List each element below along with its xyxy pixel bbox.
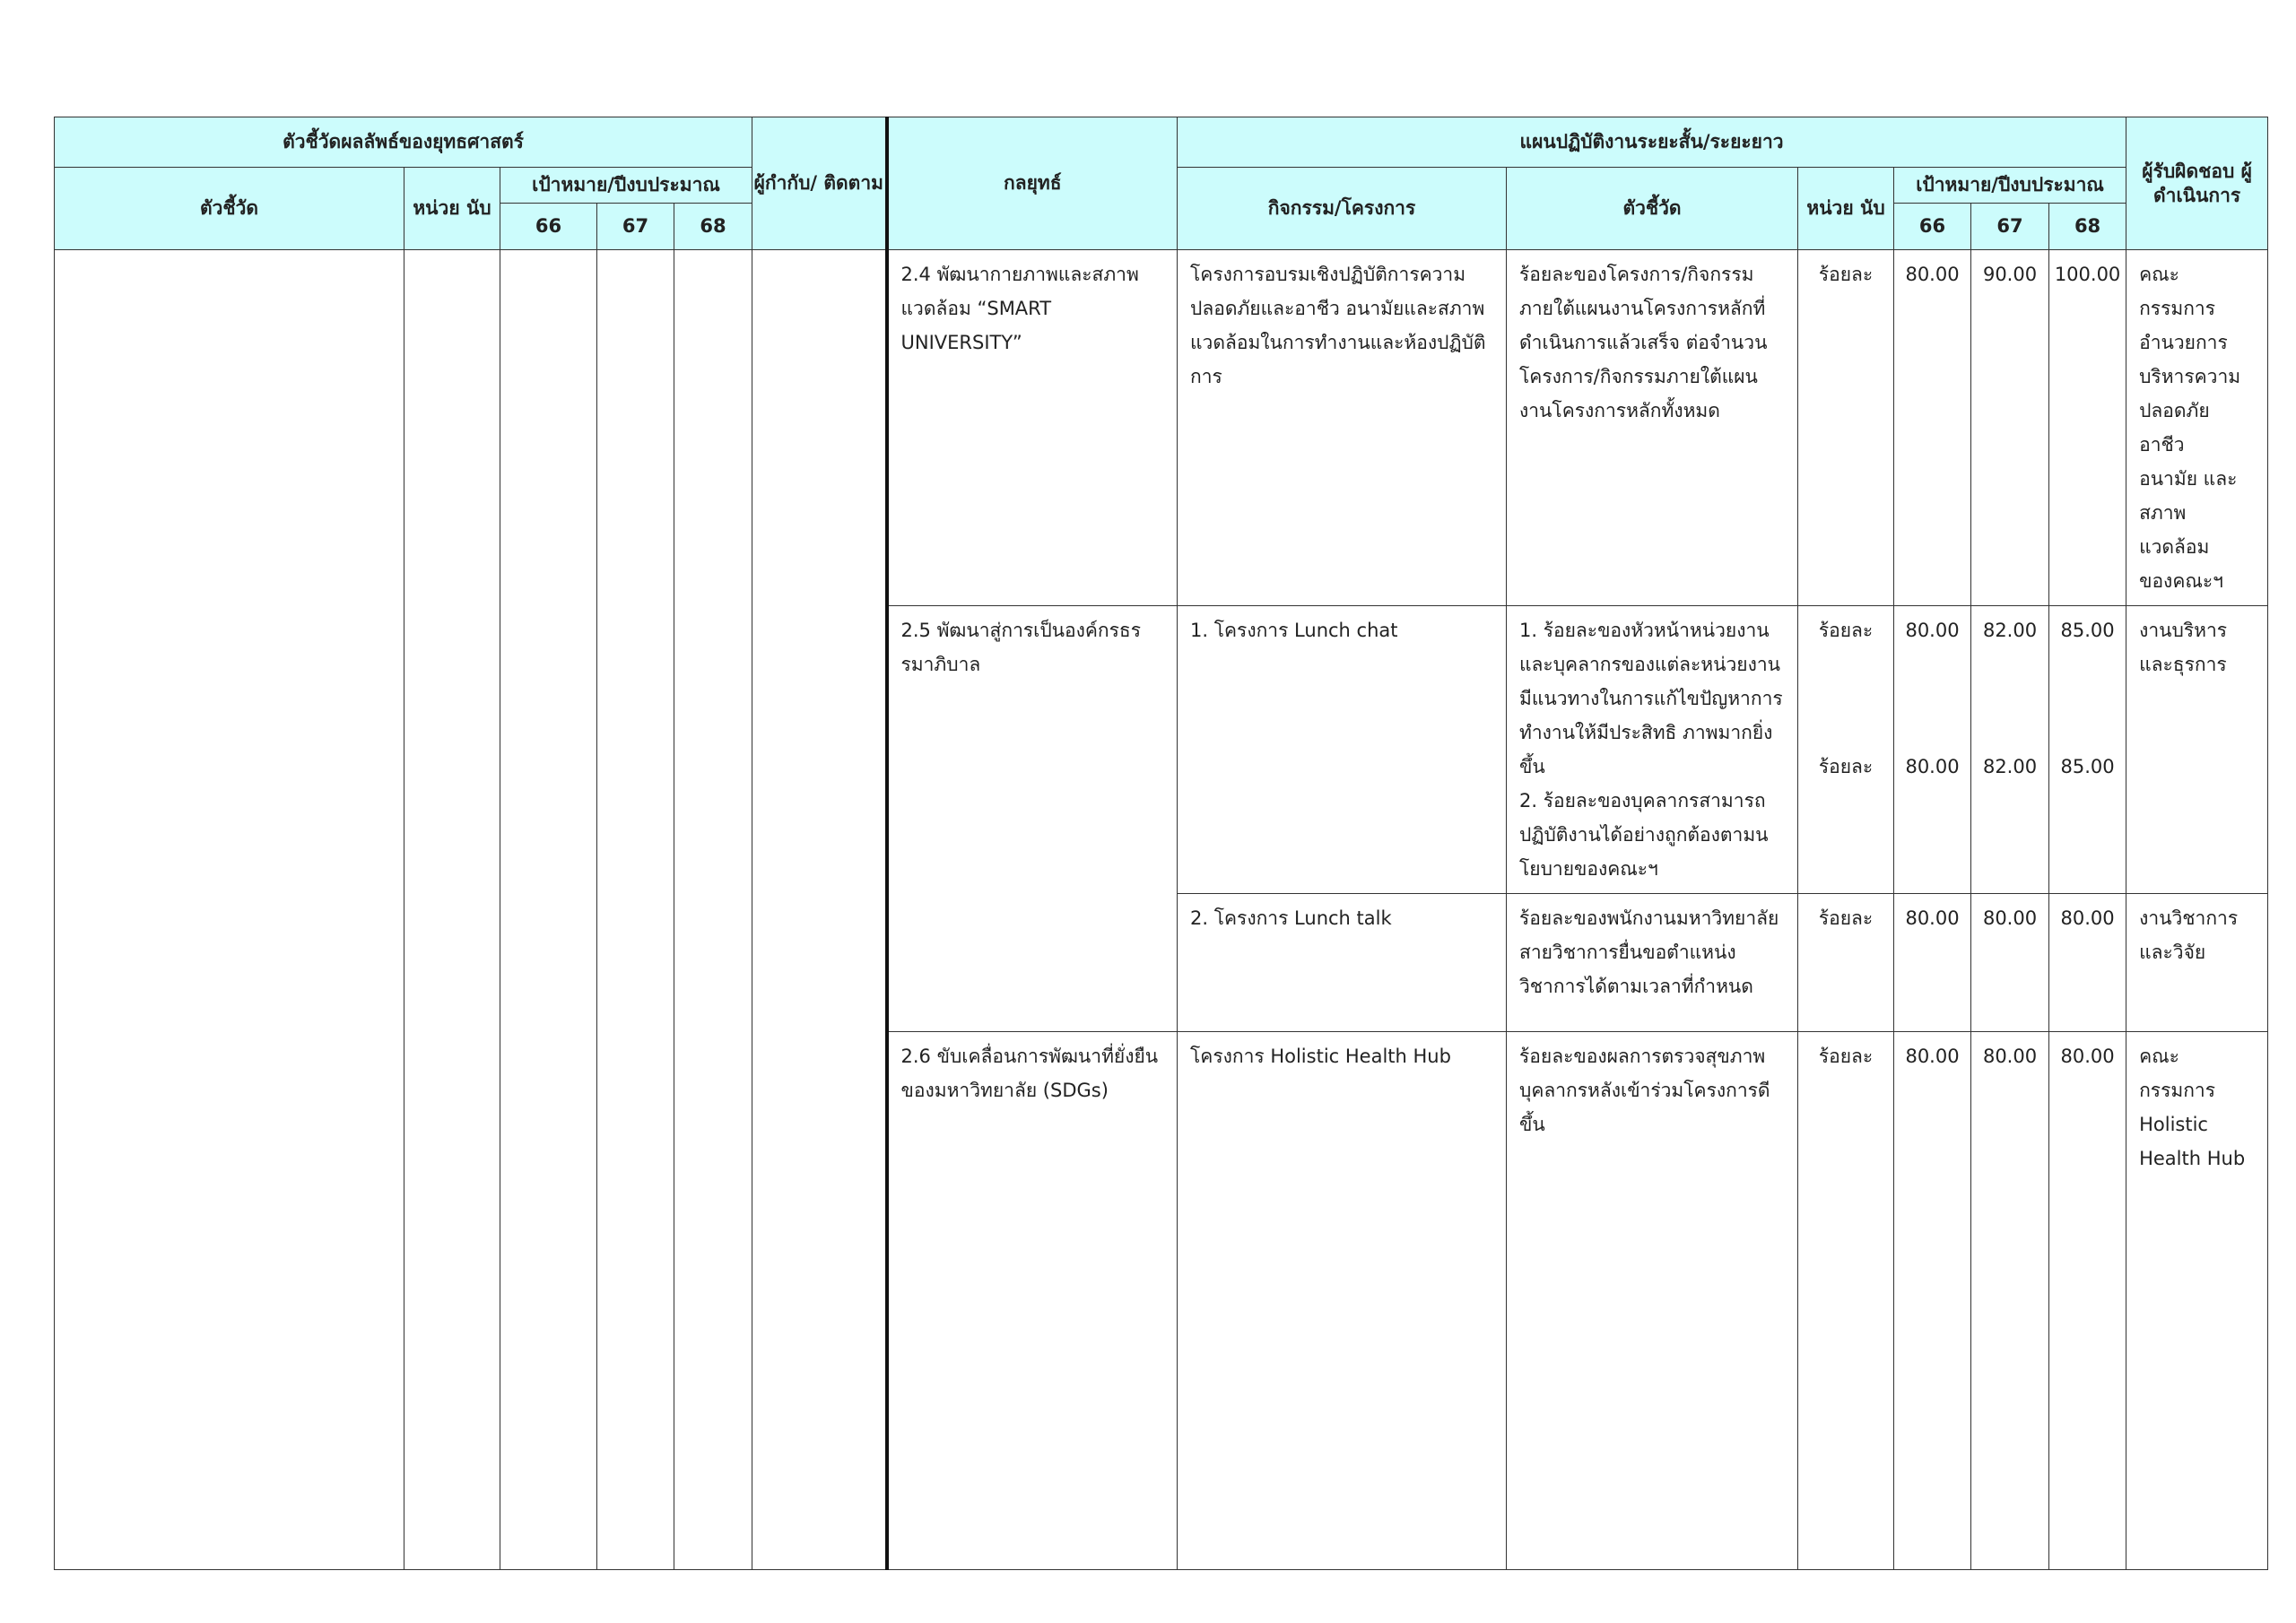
plan-unit-cell [1798, 606, 1894, 894]
plan-indicator-cell: ร้อยละของผลการตรวจสุขภาพบุคลากรหลังเข้าร่วมโครงการดีขึ้น [1507, 1032, 1798, 1570]
header-year-67: 67 [597, 204, 674, 250]
responsible-cell: คณะกรรมการ อำนวยการ บริหารความ ปลอดภัยอาชีว อนามัย และ สภาพแวดล้อม ของคณะฯ [2126, 250, 2268, 606]
plan-unit-cell: ร้อยละ [1798, 1032, 1894, 1570]
activity-cell: 1. โครงการ Lunch chat [1178, 606, 1507, 894]
strategy-cell: 2.5 พัฒนาสู่การเป็นองค์กรธรรมาภิบาล [887, 606, 1178, 1032]
target-68-cell [2049, 606, 2126, 894]
header-target-budget: เป้าหมาย/ปีงบประมาณ [500, 168, 752, 204]
plan-unit-cell: ร้อยละ [1798, 250, 1894, 606]
responsible-cell: งานวิชาการ และวิจัย [2126, 894, 2268, 1032]
target-value: 80.00 [1905, 756, 1960, 777]
strategy-cell: 2.6 ขับเคลื่อนการพัฒนาที่ยั่งยืนของมหาวิทยาลัย (SDGs) [887, 1032, 1178, 1570]
responsible-cell: งานบริหาร และธุรการ [2126, 606, 2268, 894]
activity-cell: 2. โครงการ Lunch talk [1178, 894, 1507, 1032]
header-plan-group: แผนปฏิบัติงานระยะสั้น/ระยะยาว [1178, 117, 2126, 168]
target-67-cell: 80.00 [1971, 894, 2049, 1032]
plan-indicator-item: 2. ร้อยละของบุคลากรสามารถปฏิบัติงานได้อย่างถูกต้องตามนโยบายของคณะฯ [1519, 790, 1769, 880]
activity-cell: โครงการ Holistic Health Hub [1178, 1032, 1507, 1570]
header-plan-year-68: 68 [2049, 204, 2126, 250]
strategy-plan-table [54, 117, 2268, 1570]
header-year-68: 68 [674, 204, 752, 250]
header-plan-year-66: 66 [1894, 204, 1971, 250]
plan-unit-cell: ร้อยละ [1798, 894, 1894, 1032]
header-plan-unit: หน่วย นับ [1798, 168, 1894, 250]
year-67-cell-empty [597, 250, 674, 1570]
target-66-cell: 80.00 [1894, 894, 1971, 1032]
plan-unit-value: ร้อยละ [1818, 620, 1874, 641]
plan-indicator-cell: ร้อยละของพนักงานมหาวิทยาลัยสายวิชาการยื่นขอตำแหน่งวิชาการได้ตามเวลาที่กำหนด [1507, 894, 1798, 1032]
target-67-cell: 90.00 [1971, 250, 2049, 606]
plan-indicator-cell [1507, 606, 1798, 894]
unit-cell-empty [404, 250, 500, 1570]
header-plan-indicator: ตัวชี้วัด [1507, 168, 1798, 250]
header-plan-year-67: 67 [1971, 204, 2049, 250]
header-left-group: ตัวชี้วัดผลลัพธ์ของยุทธศาสตร์ [55, 117, 752, 168]
target-68-cell: 80.00 [2049, 1032, 2126, 1570]
strategy-plan-table-sheet [54, 117, 2267, 1481]
header-responsible: ผู้รับผิดชอบ ผู้ดำเนินการ [2126, 117, 2268, 250]
strategy-cell: 2.4 พัฒนากายภาพและสภาพแวดล้อม “SMART UNIVERSITY” [887, 250, 1178, 606]
target-66-cell: 80.00 [1894, 250, 1971, 606]
header-supervisor: ผู้กำกับ/ ติดตาม [752, 117, 887, 250]
activity-cell: โครงการอบรมเชิงปฏิบัติการความปลอดภัยและอาชีว อนามัยและสภาพแวดล้อมในการทำงานและห้องปฏิบัติการ [1178, 250, 1507, 606]
header-plan-target-budget: เป้าหมาย/ปีงบประมาณ [1894, 168, 2126, 204]
table-row [55, 250, 2268, 606]
header-unit: หน่วย นับ [404, 168, 500, 250]
plan-indicator-item: 1. ร้อยละของหัวหน้าหน่วยงาน และบุคลากรของแต่ละหน่วยงาน มีแนวทางในการแก้ไขปัญหาการทำงานให้มีประสิทธิ ภาพมากยิ่งขึ้น [1519, 620, 1783, 777]
plan-indicator-cell: ร้อยละของโครงการ/กิจกรรมภายใต้แผนงานโครงการหลักที่ดำเนินการแล้วเสร็จ ต่อจำนวนโครงการ/กิจกรรมภายใต้แผนงานโครงการหลักทั้งหมด [1507, 250, 1798, 606]
responsible-cell: คณะกรรมการ Holistic Health Hub [2126, 1032, 2268, 1570]
target-value: 82.00 [1982, 620, 2038, 641]
header-activity: กิจกรรม/โครงการ [1178, 168, 1507, 250]
target-value: 85.00 [2060, 620, 2115, 641]
year-66-cell-empty [500, 250, 597, 1570]
plan-unit-value: ร้อยละ [1818, 756, 1874, 777]
target-68-cell: 80.00 [2049, 894, 2126, 1032]
header-year-66: 66 [500, 204, 597, 250]
target-value: 85.00 [2060, 756, 2115, 777]
indicator-cell-empty [55, 250, 404, 1570]
target-67-cell: 80.00 [1971, 1032, 2049, 1570]
target-66-cell: 80.00 [1894, 1032, 1971, 1570]
target-68-cell: 100.00 [2049, 250, 2126, 606]
target-67-cell [1971, 606, 2049, 894]
target-66-cell [1894, 606, 1971, 894]
target-value: 82.00 [1982, 756, 2038, 777]
header-strategy: กลยุทธ์ [887, 117, 1178, 250]
supervisor-cell-empty [752, 250, 887, 1570]
header-indicator: ตัวชี้วัด [55, 168, 404, 250]
target-value: 80.00 [1905, 620, 1960, 641]
year-68-cell-empty [674, 250, 752, 1570]
